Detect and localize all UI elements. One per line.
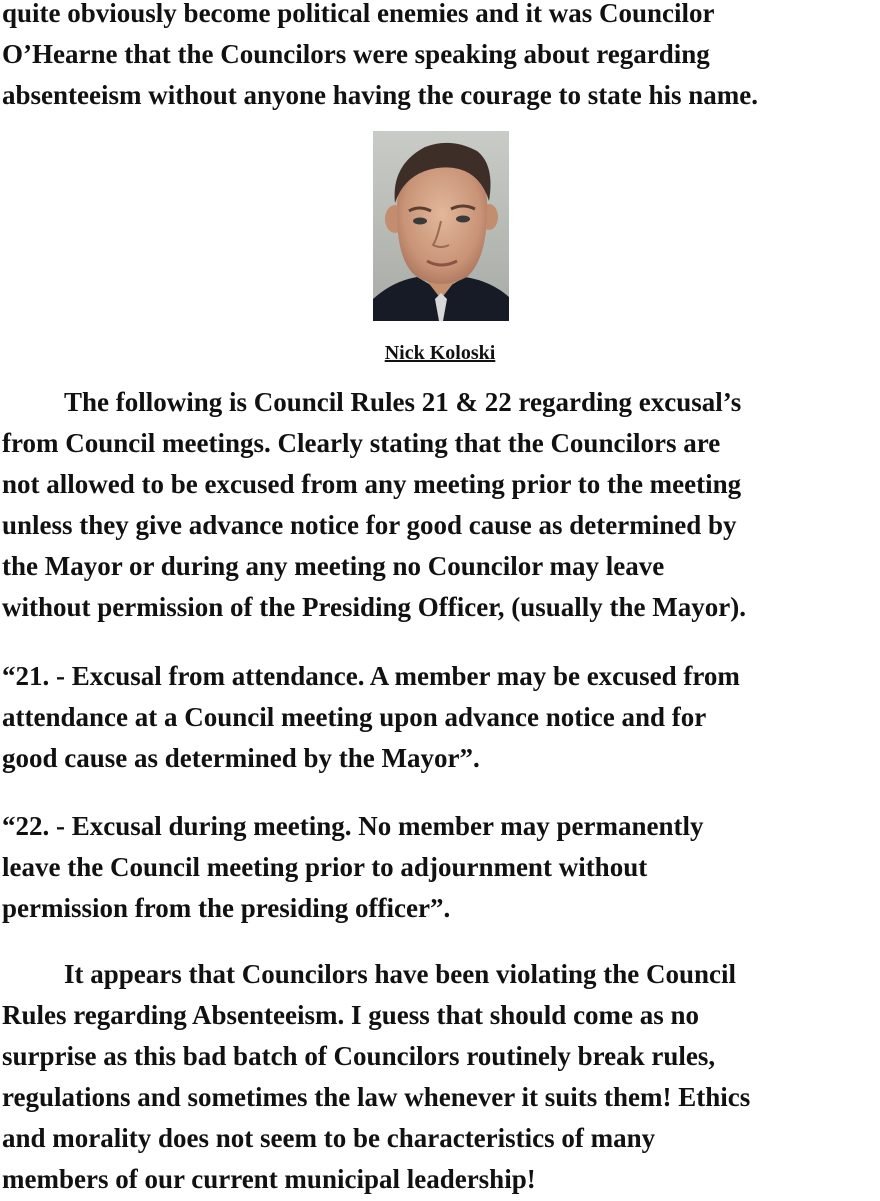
portrait-photo: [373, 131, 509, 321]
rules-intro-paragraph-cont: [2, 423, 880, 628]
conclusion-paragraph-cont: [2, 995, 880, 1200]
rules-intro-line: not allowed to be excused from any meeting prior to the meeting: [2, 469, 742, 499]
conclusion-line: regulations and sometimes the law whenever it suits them! Ethics: [2, 1082, 751, 1112]
conclusion-line: It appears that Councilors have been violating the Council: [64, 959, 737, 989]
rule-21-line: “21. - Excusal from attendance. A member may be excused from: [2, 661, 740, 691]
rule-22-line: leave the Council meeting prior to adjournment without: [2, 852, 648, 882]
intro-paragraph: [2, 0, 880, 116]
rules-intro-line: from Council meetings. Clearly stating that the Councilors are: [2, 428, 721, 458]
intro-line: quite obviously become political enemies and it was Councilor: [2, 0, 715, 28]
intro-line: O’Hearne that the Councilors were speaking about regarding: [2, 39, 710, 69]
rule-22-line: permission from the presiding officer”.: [2, 893, 451, 923]
rule-22-line: “22. - Excusal during meeting. No member may permanently: [2, 811, 704, 841]
conclusion-line: surprise as this bad batch of Councilors routinely break rules,: [2, 1041, 716, 1071]
rule-21-line: attendance at a Council meeting upon advance notice and for: [2, 702, 707, 732]
photo-caption: Nick Koloski: [384, 342, 496, 364]
rule-21-line: good cause as determined by the Mayor”.: [2, 743, 480, 773]
intro-line: absenteeism without anyone having the courage to state his name.: [2, 80, 758, 110]
conclusion-paragraph: [2, 954, 880, 995]
conclusion-line: and morality does not seem to be characteristics of many: [2, 1123, 656, 1153]
rules-intro-line: The following is Council Rules 21 & 22 regarding excusal’s: [64, 387, 742, 417]
rules-intro-line: unless they give advance notice for good cause as determined by: [2, 510, 737, 540]
rules-intro-line: without permission of the Presiding Officer, (usually the Mayor).: [2, 592, 746, 622]
rules-intro-line: the Mayor or during any meeting no Councilor may leave: [2, 551, 665, 581]
rule-21-quote: [2, 656, 880, 779]
conclusion-line: Rules regarding Absenteeism. I guess that should come as no: [2, 1000, 700, 1030]
conclusion-line: members of our current municipal leadership!: [2, 1164, 536, 1194]
rule-22-quote: [2, 806, 880, 929]
rules-intro-paragraph: [2, 382, 880, 423]
